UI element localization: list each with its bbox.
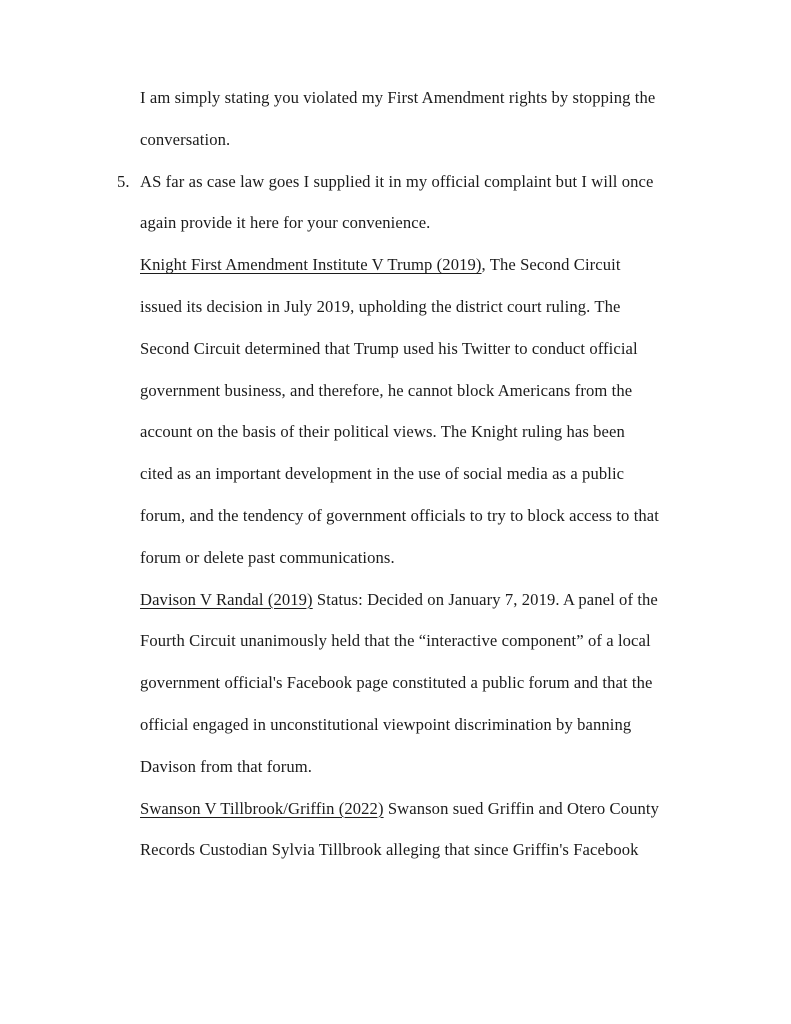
text-line — [140, 77, 659, 119]
body-text: , The Second Circuit — [481, 255, 621, 275]
text-line — [140, 704, 659, 746]
case-citation: Knight First Amendment Institute V Trump (2019) — [140, 255, 482, 275]
text-line — [140, 662, 659, 704]
text-line — [140, 328, 659, 370]
body-text: account on the basis of their political views. The Knight ruling has been — [140, 422, 625, 442]
body-text: Davison from that forum. — [140, 756, 312, 776]
text-line — [140, 495, 659, 537]
body-text: Fourth Circuit unanimously held that the “interactive component” of a local — [140, 631, 651, 651]
text-line — [140, 286, 659, 328]
body-text: I am simply stating you violated my First Amendment rights by stopping the — [140, 88, 656, 107]
body-text: AS far as case law goes I supplied it in my official complaint but I will once — [140, 171, 654, 191]
text-line — [140, 453, 659, 495]
text-line — [140, 202, 659, 244]
text-line — [117, 161, 659, 203]
body-text: Status: Decided on January 7, 2019. A panel of the — [312, 589, 658, 609]
text-line — [140, 537, 659, 579]
document-body — [117, 77, 660, 871]
body-text: issued its decision in July 2019, upholding the district court ruling. The — [140, 296, 621, 316]
body-text: government business, and therefore, he cannot block Americans from the — [140, 380, 633, 400]
body-text: Second Circuit determined that Trump used his Twitter to conduct official — [140, 338, 638, 358]
text-line — [140, 579, 659, 621]
case-citation: Swanson V Tillbrook/Griffin (2022) — [140, 798, 384, 818]
text-line — [140, 411, 659, 453]
body-text: official engaged in unconstitutional viewpoint discrimination by banning — [140, 714, 632, 734]
text-line — [140, 746, 659, 788]
body-text: forum or delete past communications. — [140, 547, 395, 567]
text-line — [140, 370, 659, 412]
case-citation: Davison V Randal (2019) — [140, 589, 313, 609]
list-number: 5. — [117, 171, 130, 191]
body-text: cited as an important development in the use of social media as a public — [140, 464, 625, 484]
text-line — [140, 244, 659, 286]
text-line — [140, 620, 659, 662]
body-text: forum, and the tendency of government officials to try to block access to that — [140, 505, 659, 525]
text-line — [140, 829, 659, 871]
text-line — [140, 788, 659, 830]
body-text: Swanson sued Griffin and Otero County — [383, 798, 660, 818]
body-text: conversation. — [140, 129, 231, 149]
body-text: government official's Facebook page constituted a public forum and that the — [140, 673, 653, 693]
body-text: again provide it here for your convenience. — [140, 213, 431, 233]
text-line — [140, 119, 659, 161]
body-text: Records Custodian Sylvia Tillbrook alleging that since Griffin's Facebook — [140, 840, 639, 860]
